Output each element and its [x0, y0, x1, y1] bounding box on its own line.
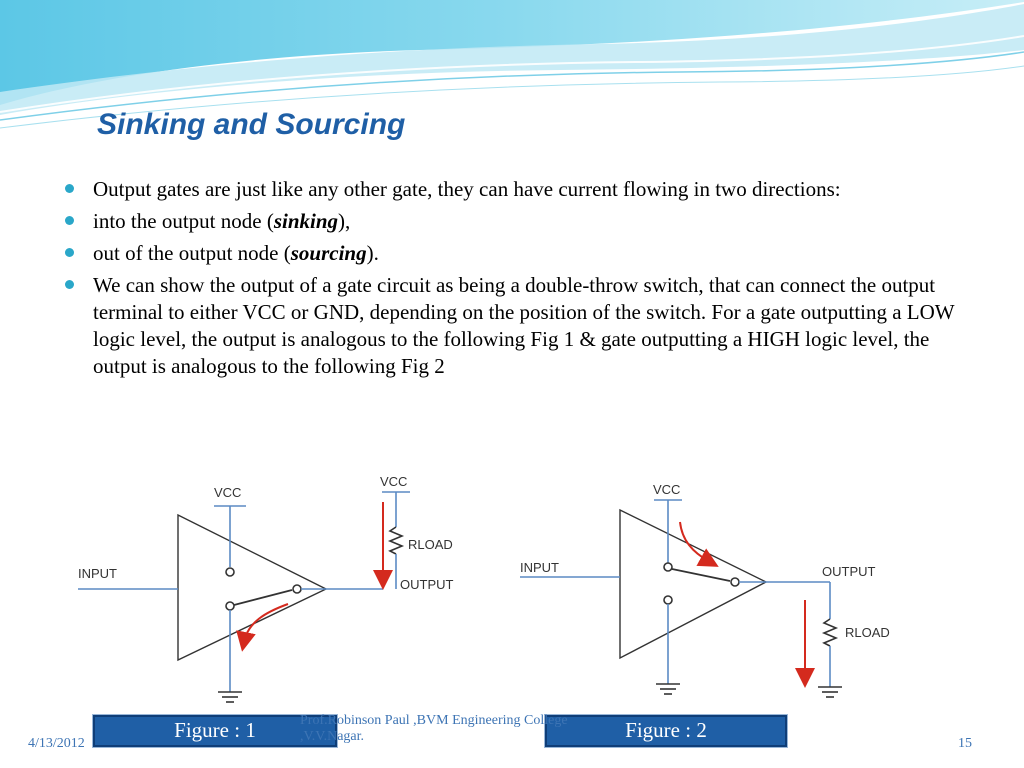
footer-page-number: 15 [958, 736, 972, 751]
figure-1-caption: Figure : 1 [93, 715, 337, 747]
rload-label: RLOAD [408, 537, 453, 552]
vcc-contact [226, 568, 234, 576]
input-label: INPUT [520, 560, 559, 575]
emphasis-sourcing: sourcing [290, 241, 367, 265]
bullet-item [62, 208, 967, 235]
bullet-dot-icon [65, 280, 74, 289]
figure-2-sourcing-diagram [520, 482, 892, 700]
vcc-label: VCC [653, 482, 681, 497]
gnd-contact [664, 596, 672, 604]
bullet-item [62, 240, 967, 267]
switch-pivot [731, 578, 739, 586]
switch-pivot [293, 585, 301, 593]
bullet-text-prefix: out of the output node ( [93, 241, 291, 265]
rload-label: RLOAD [845, 625, 890, 640]
footer-date: 4/13/2012 [28, 736, 85, 751]
vcc-contact [664, 563, 672, 571]
bullet-text-prefix: into the output node ( [93, 209, 274, 233]
figure-2-caption: Figure : 2 [545, 715, 787, 747]
footer-author [300, 713, 660, 745]
bullet-dot-icon [65, 248, 74, 257]
bullet-text: We can show the output of a gate circuit as being a double-throw switch, that can connect the output terminal to either VCC or GND, depending on the position of the switch. For a gate outputting a LOW logic level, the output is analogous to the following Fig 1 & gate outputting a HIGH logic level, the output is analogous to the following Fig 2 [93, 273, 955, 378]
rload-resistor [824, 619, 836, 646]
gate-triangle [178, 515, 326, 660]
output-label: OUTPUT [400, 577, 454, 592]
bullet-list [62, 176, 967, 385]
emphasis-sinking: sinking [273, 209, 339, 233]
ground-symbol-icon [656, 684, 680, 694]
slide-title: Sinking and Sourcing [97, 108, 406, 141]
figure-1-sinking-diagram [78, 472, 462, 712]
bullet-text-suffix: ). [366, 241, 379, 265]
input-label: INPUT [78, 566, 117, 581]
bullet-item [62, 176, 967, 203]
gate-triangle [620, 510, 766, 658]
footer-author-line-2: ,V.V.Nagar. [300, 729, 365, 744]
bullet-dot-icon [65, 184, 74, 193]
load-vcc-label: VCC [380, 474, 408, 489]
bullet-text-suffix: ), [338, 209, 351, 233]
output-label: OUTPUT [822, 564, 876, 579]
bullet-text: Output gates are just like any other gate, they can have current flowing in two directions: [93, 177, 841, 201]
ground-symbol-icon [218, 692, 242, 702]
ground-symbol-icon [818, 687, 842, 697]
footer-author-line-1: Prof.Robinson Paul ,BVM Engineering College [300, 713, 568, 728]
vcc-label: VCC [214, 485, 242, 500]
rload-resistor [390, 527, 402, 554]
bullet-dot-icon [65, 216, 74, 225]
bullet-item [62, 272, 967, 380]
gnd-contact [226, 602, 234, 610]
